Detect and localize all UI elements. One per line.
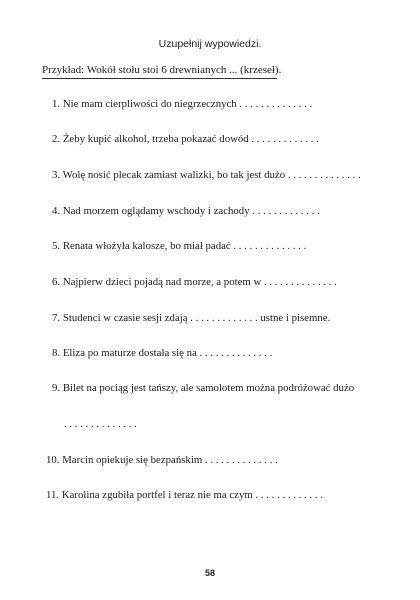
item-text: Najpierw dzieci pojadą nad morze, a potem w . . . . . . . . . . . . . . bbox=[62, 276, 337, 288]
example-underline bbox=[42, 78, 277, 79]
exercise-item-11 bbox=[46, 489, 323, 502]
exercise-item-9-continuation: . . . . . . . . . . . . . . bbox=[64, 418, 137, 430]
item-text: Wolę nosić plecak zamiast walizki, bo tak jest dużo . . . . . . . . . . . . . . bbox=[62, 169, 361, 181]
item-number: 5. bbox=[52, 240, 61, 252]
item-text: Marcin opiekuje się bezpańskim . . . . . . . . . . . . . . bbox=[62, 454, 278, 466]
item-number: 2. bbox=[52, 133, 61, 145]
exercise-item-7 bbox=[52, 312, 330, 325]
item-number: 9. bbox=[52, 382, 61, 394]
exercise-item-6 bbox=[52, 276, 337, 289]
item-text: Eliza po maturze dostała się na . . . . . . . . . . . . . . bbox=[62, 347, 273, 359]
item-number: 6. bbox=[52, 276, 61, 288]
exercise-item-2 bbox=[52, 133, 319, 146]
page-number: 58 bbox=[204, 568, 215, 578]
exercise-item-1 bbox=[52, 98, 312, 111]
exercise-item-10 bbox=[46, 454, 278, 467]
item-text: Nie mam cierpliwości do niegrzecznych . . . . . . . . . . . . . . bbox=[62, 98, 313, 110]
item-text: Żeby kupić alkohol, trzeba pokazać dowód . . . . . . . . . . . . . bbox=[62, 133, 319, 145]
item-text: Studenci w czasie sesji zdają . . . . . . . . . . . . . ustne i pisemne. bbox=[62, 312, 331, 324]
item-text: Bilet na pociąg jest tańszy, ale samolotem można podróżować dużo bbox=[62, 382, 355, 394]
item-number: 8. bbox=[52, 347, 61, 359]
item-number: 10. bbox=[46, 454, 60, 466]
item-number: 11. bbox=[46, 489, 60, 501]
exercise-title: Uzupełnij wypowiedzi. bbox=[158, 38, 262, 50]
item-text: Renata włożyła kalosze, bo miał padać . . . . . . . . . . . . . . bbox=[62, 240, 307, 252]
exercise-item-8 bbox=[52, 347, 272, 360]
item-number: 1. bbox=[52, 98, 61, 110]
item-number: 3. bbox=[52, 169, 61, 181]
exercise-item-9 bbox=[52, 382, 354, 395]
exercise-item-3 bbox=[52, 169, 361, 182]
item-text: Nad morzem oglądamy wschody i zachody . . . . . . . . . . . . . bbox=[62, 205, 320, 217]
item-number: 7. bbox=[52, 312, 61, 324]
exercise-item-4 bbox=[52, 205, 320, 218]
exercise-item-5 bbox=[52, 240, 306, 253]
item-number: 4. bbox=[52, 205, 61, 217]
item-text: Karolina zgubiła portfel i teraz nie ma czym . . . . . . . . . . . . . bbox=[61, 489, 323, 501]
example-sentence: Przykład: Wokół stołu stoi 6 drewnianych ... (krzeseł). bbox=[42, 64, 282, 76]
